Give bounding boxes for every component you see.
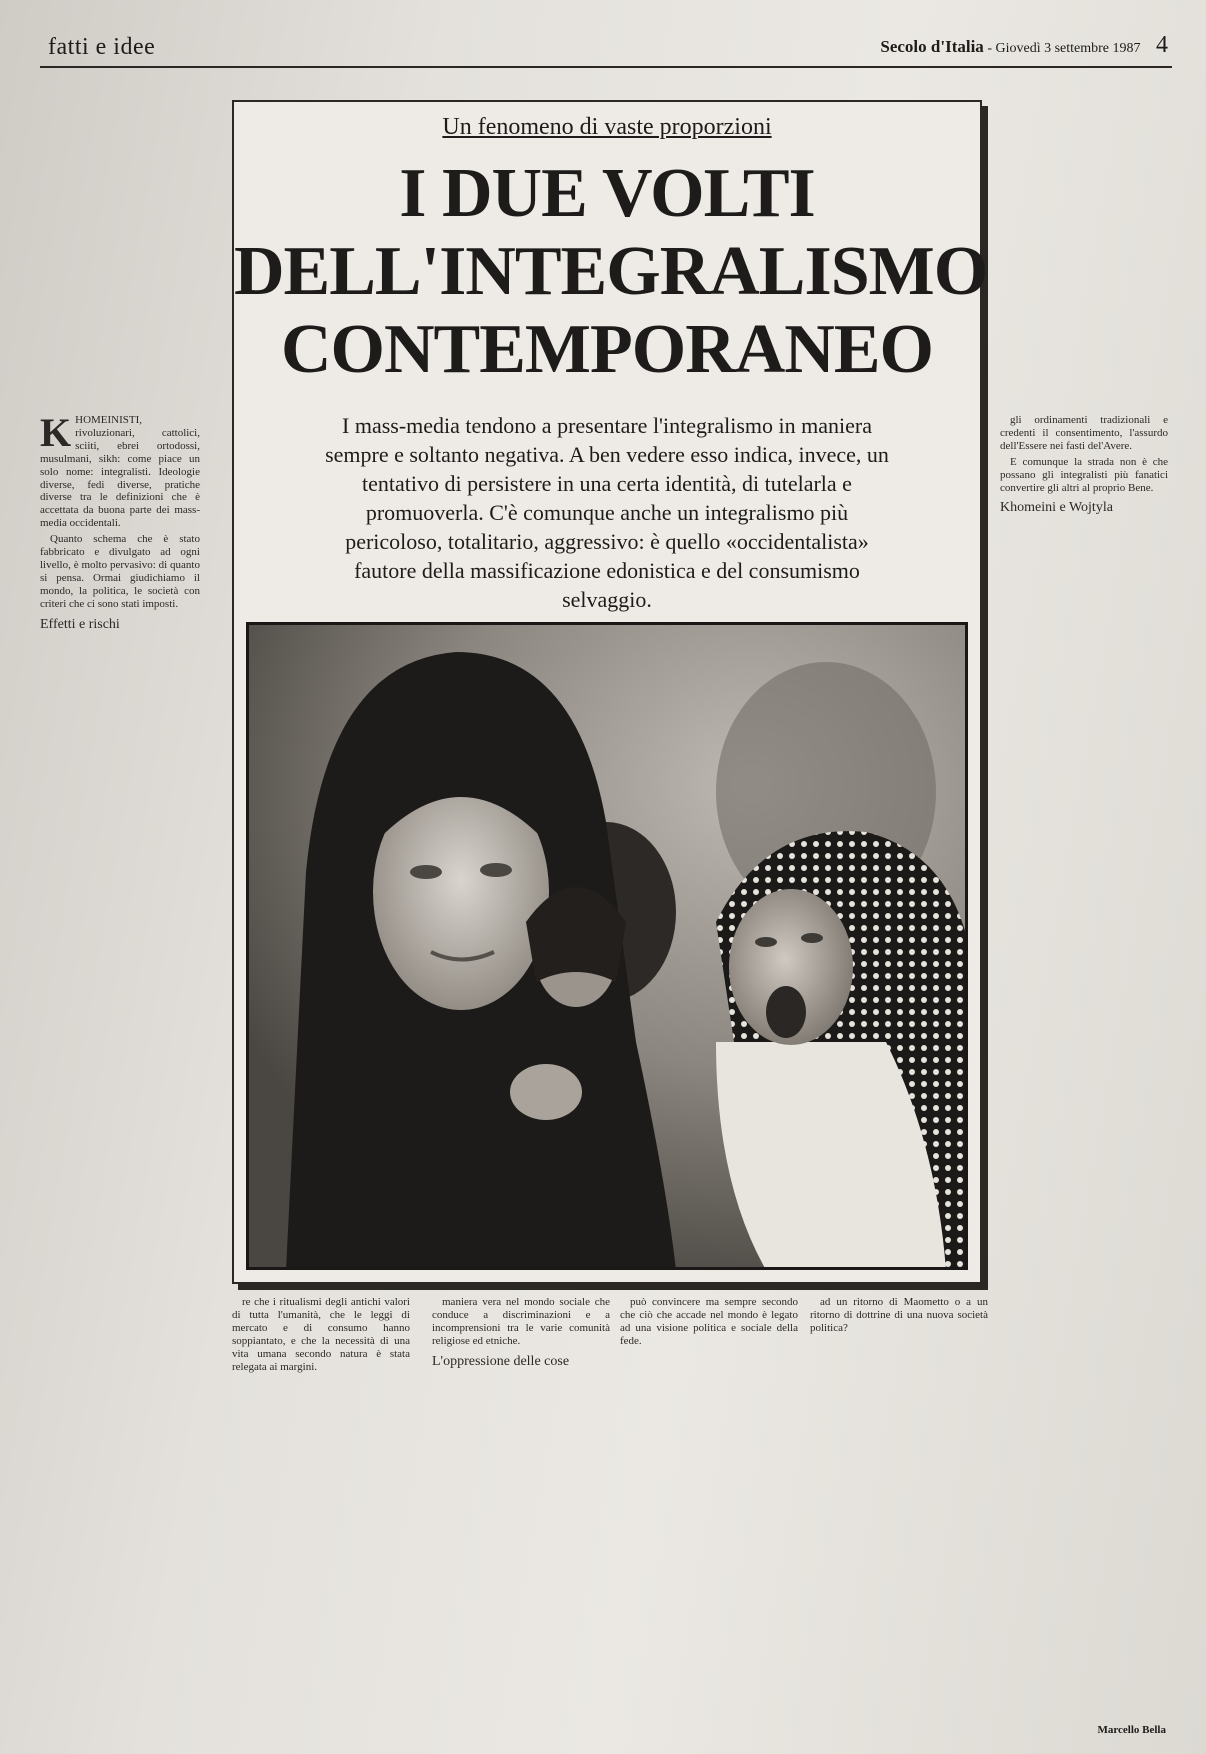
paragraph: E comunque la strada non è che possano gli integralisti più fanatici convertire gli altri al proprio Bene.: [1000, 455, 1168, 494]
paragraph: ad un ritorno di Maometto o a un ritorno di dottrine di una nuova società politica?: [810, 1296, 988, 1334]
paragraph: gli ordinamenti tradizionali e credenti il consentimento, l'assurdo dell'Essere nei fasti del'Avere.: [1000, 414, 1168, 452]
paragraph: può convincere ma sempre secondo che ciò che accade nel mondo è legato ad una visione politica e sociale della fede.: [620, 1296, 798, 1347]
section-subhead: Khomeini e Wojtyla: [1000, 500, 1113, 516]
paragraph: Quanto schema che è stato fabbricato e divulgato ad ogni livello, è molto pervasivo: di quanto si pensa. Ormai giudichiamo il mondo, la politica, le società con criteri che ci sono stati imposti.: [40, 533, 200, 610]
author-signature: Marcello Bella: [1097, 1724, 1166, 1736]
paper-name: Secolo d'Italia: [880, 37, 984, 56]
bottom-column-3: [620, 1296, 798, 1706]
title-line: I DUE VOLTI: [399, 155, 815, 232]
bottom-column-4: [810, 1296, 988, 1706]
headline-box: [232, 100, 988, 1284]
dropcap: K: [40, 414, 72, 455]
title-line: DELL'INTEGRALISMO: [234, 233, 988, 310]
section-subhead: L'oppressione delle cose: [432, 1353, 570, 1369]
left-column: [40, 414, 200, 1704]
right-column: [1000, 414, 1168, 1704]
article-title: [234, 155, 988, 389]
article-kicker: Un fenomeno di vaste proporzioni: [442, 114, 772, 140]
paragraph: HOMEINISTI, rivoluzionari, cattolici, sciiti, ebrei ortodossi, musulmani, sikh: come piace un solo nome: integralisti. Ideologie diverse, fedi diverse, pratiche diverse tra le definizioni che è accettata da buona parte dei mass-media occidentali.: [40, 414, 200, 530]
title-line: CONTEMPORANEO: [281, 311, 933, 388]
section-subhead: Effetti e rischi: [40, 616, 120, 632]
paper-info: [880, 32, 1168, 59]
paragraph: re che i ritualismi degli antichi valori di tutta l'umanità, che le leggi di mercato e di consumo hanno soppiantato, e che la necessità di una vita umana secondo natura è stata relegata ai margini.: [232, 1296, 410, 1373]
page-number: 4: [1156, 32, 1168, 58]
bottom-column-1: [232, 1296, 410, 1706]
article-standfirst: I mass-media tendono a presentare l'integralismo in maniera sempre e soltanto negativa. A ben vedere esso indica, invece, un tentativo di persistere in una certa identità, di tutelarla e promuoverla. C'è comunque anche un integralismo più pericoloso, totalitario, aggressivo: è quello «occidentalista» fautore della massificazione edonistica e del consumismo selvaggio.: [325, 413, 889, 612]
bottom-column-2: [432, 1296, 610, 1706]
issue-date: - Giovedì 3 settembre 1987: [987, 41, 1141, 56]
section-name: fatti e idee: [48, 34, 156, 60]
photo-illustration: [246, 622, 968, 1270]
news-photo: [246, 622, 968, 1270]
paragraph: maniera vera nel mondo sociale che conduce a discriminazioni e a incomprensioni tra le varie comunità religiose ed etniche.: [432, 1296, 610, 1347]
masthead: [40, 28, 1172, 68]
